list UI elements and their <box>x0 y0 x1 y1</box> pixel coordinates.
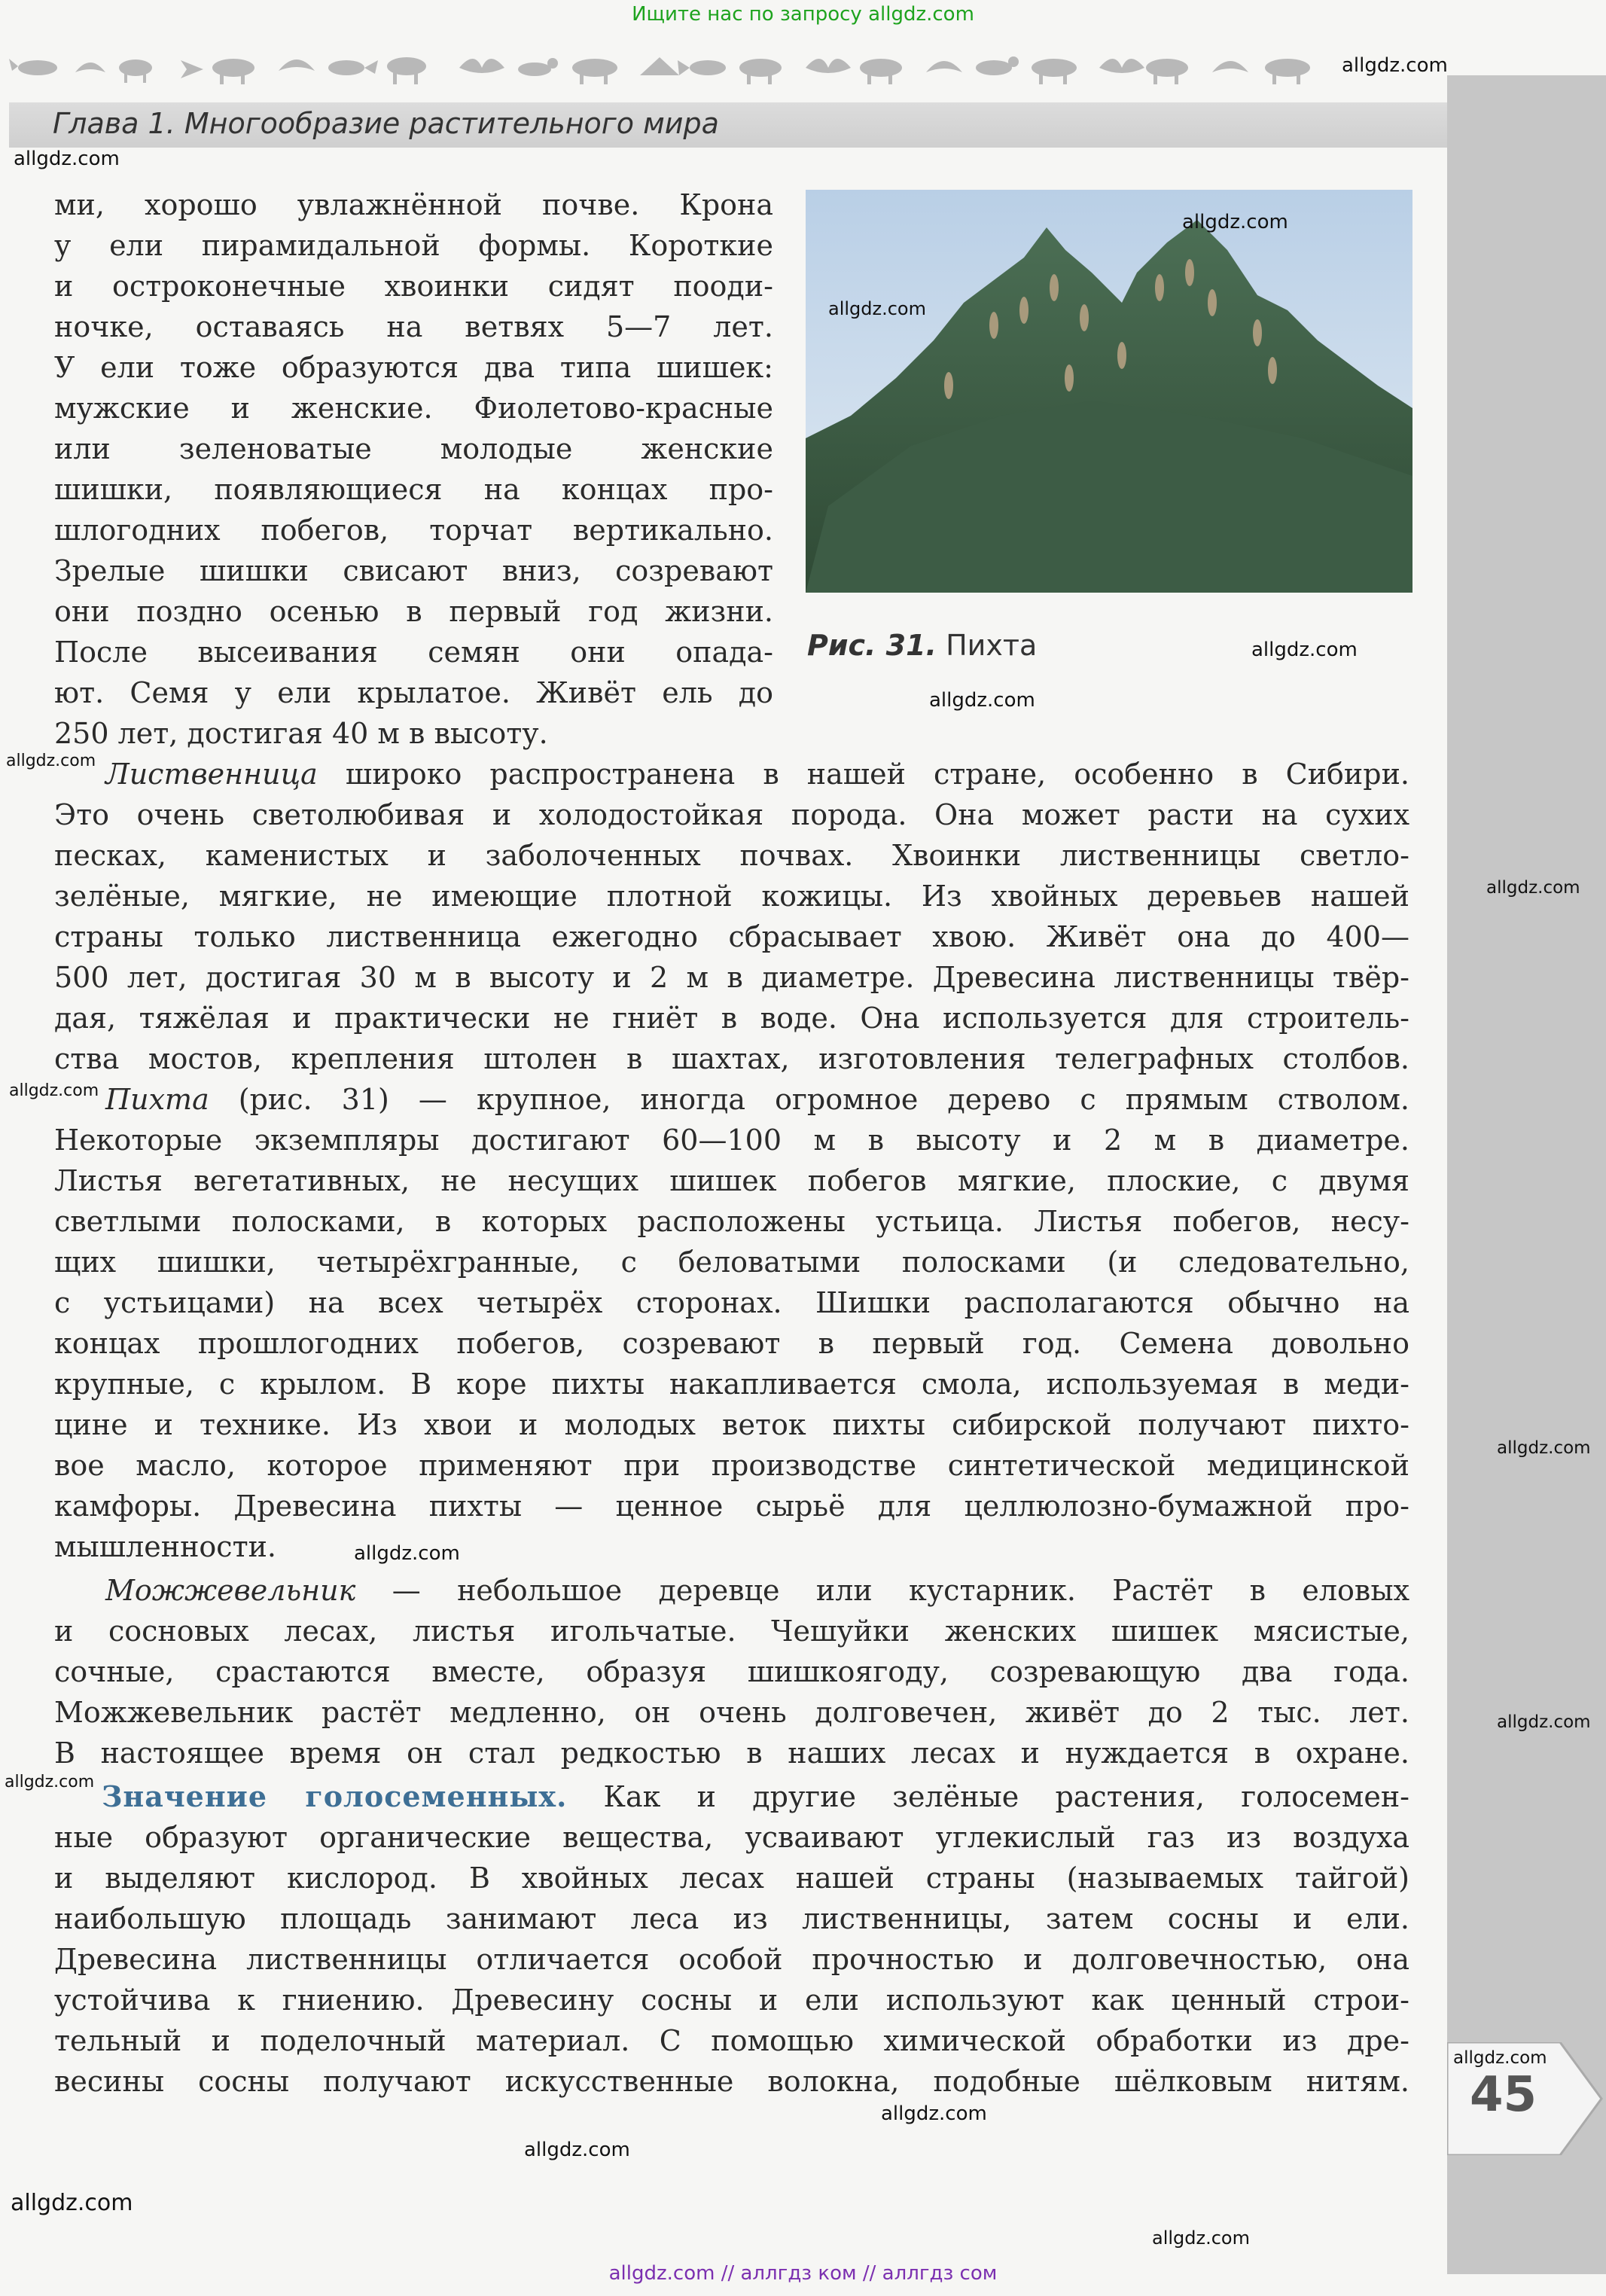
text-line: зелёные, мягкие, не имеющие плотной кожицы. Из хвойных деревьев нашей <box>54 880 1409 913</box>
text-line: светлыми полосками, в которых расположены устьица. Листья побегов, несу- <box>54 1205 1409 1238</box>
text-line: страны только лиственница ежегодно сбрасывает хвою. Живёт она до 400— <box>54 920 1409 953</box>
watermark: allgdz.com <box>1152 2227 1250 2249</box>
text-line: В настоящее время он стал редкостью в наших лесах и нуждается в охране. <box>54 1736 1409 1770</box>
watermark: allgdz.com <box>1453 2048 1547 2068</box>
page-side-stripe <box>1447 75 1606 2274</box>
text-line: Некоторые экземпляры достигают 60—100 м в высоту и 2 м в диаметре. <box>54 1124 1409 1157</box>
text-line: После высеивания семян они опада- <box>54 636 773 669</box>
term-larch: Лиственница <box>105 758 318 791</box>
text-line: Зрелые шишки свисают вниз, созревают <box>54 554 773 587</box>
watermark: allgdz.com <box>5 1773 95 1791</box>
text-line: у ели пирамидальной формы. Короткие <box>54 229 773 262</box>
text-line: ми, хорошо увлажнённой почве. Крона <box>54 188 773 221</box>
figure-caption <box>807 629 1037 662</box>
watermark: allgdz.com <box>1486 878 1580 898</box>
text-line: 250 лет, достигая 40 м в высоту. <box>54 717 548 750</box>
watermark: allgdz.com <box>1497 1712 1591 1732</box>
text-line: У ели тоже образуются два типа шишек: <box>54 351 773 384</box>
text-line: ные образуют органические вещества, усваивают углекислый газ из воздуха <box>54 1821 1409 1854</box>
text-line: крупные, с крылом. В коре пихты накапливается смола, используемая в меди- <box>54 1368 1409 1401</box>
text-line: ства мостов, крепления штолен в шахтах, изготовления телеграфных столбов. <box>54 1042 1409 1075</box>
bottom-site-links[interactable]: allgdz.com // аллгдз ком // аллгдз сом <box>608 2262 998 2285</box>
text-line: Листья вегетативных, не несущих шишек побегов мягкие, плоские, с двумя <box>54 1164 1409 1197</box>
watermark: allgdz.com <box>11 2190 133 2216</box>
text-line: дая, тяжёлая и практически не гниёт в воде. Она используется для строитель- <box>54 1002 1409 1035</box>
text-line: устойчива к гниению. Древесину сосны и ели используют как ценный строи- <box>54 1983 1409 2017</box>
text-line: и сосновых лесах, листья игольчатые. Чешуйки женских шишек мясистые, <box>54 1615 1409 1648</box>
text-line: Можжевельник растёт медленно, он очень долговечен, живёт до 2 тыс. лет. <box>54 1696 1409 1729</box>
text-line: весины сосны получают искусственные волокна, подобные шёлковым нитям. <box>54 2065 1409 2098</box>
top-search-link[interactable]: Ищите нас по запросу allgdz.com <box>632 3 974 26</box>
watermark: allgdz.com <box>1342 54 1448 77</box>
text-line: мужские и женские. Фиолетово-красные <box>54 392 773 425</box>
text-line: наибольшую площадь занимают леса из лиственницы, затем сосны и ели. <box>54 1902 1409 1935</box>
figure-title: Пихта <box>946 629 1038 662</box>
watermark: allgdz.com <box>1251 639 1358 661</box>
text-line <box>105 1083 1409 1116</box>
text-line <box>105 1574 1409 1607</box>
chapter-title: Глава 1. Многообразие растительного мира <box>53 107 719 140</box>
watermark: allgdz.com <box>524 2139 630 2161</box>
text-line: песках, каменистых и заболоченных почвах. Хвоинки лиственницы светло- <box>54 839 1409 872</box>
text-line: ют. Семя у ели крылатое. Живёт ель до <box>54 676 773 709</box>
watermark: allgdz.com <box>14 148 120 170</box>
text-line: вое масло, которое применяют при производстве синтетической медицинской <box>54 1449 1409 1482</box>
text-line: Древесина лиственницы отличается особой прочностью и долговечностью, она <box>54 1943 1409 1976</box>
text-line-rest: (рис. 31) — крупное, иногда огромное дерево с прямым стволом. <box>209 1083 1409 1116</box>
watermark: allgdz.com <box>1497 1438 1591 1458</box>
text-line: и остроконечные хвоинки сидят пооди- <box>54 270 773 303</box>
watermark: allgdz.com <box>6 752 96 770</box>
text-line: ночке, оставаясь на ветвях 5—7 лет. <box>54 310 773 343</box>
text-line: они поздно осенью в первый год жизни. <box>54 595 773 628</box>
watermark: allgdz.com <box>929 689 1035 712</box>
text-line: Это очень светолюбивая и холодостойкая порода. Она может расти на сухих <box>54 798 1409 831</box>
fir-tree-photo <box>806 190 1412 593</box>
text-line-rest: широко распространена в нашей стране, особенно в Сибири. <box>317 758 1409 791</box>
text-line-rest: — небольшое деревце или кустарник. Растёт в еловых <box>355 1574 1409 1607</box>
page-number: 45 <box>1470 2067 1537 2123</box>
text-line: и выделяют кислород. В хвойных лесах нашей страны (называемых тайгой) <box>54 1861 1409 1895</box>
term-fir: Пихта <box>105 1083 209 1116</box>
text-line-rest: Как и другие зелёные растения, голосемен- <box>567 1780 1409 1813</box>
text-line: 500 лет, достигая 30 м в высоту и 2 м в диаметре. Древесина лиственницы твёр- <box>54 961 1409 994</box>
text-line: или зеленоватые молодые женские <box>54 432 773 465</box>
text-line <box>105 758 1409 791</box>
text-line: концах прошлогодних побегов, созревают в первый год. Семена довольно <box>54 1327 1409 1360</box>
text-line: шлогодних побегов, торчат вертикально. <box>54 514 773 547</box>
watermark: allgdz.com <box>1182 211 1288 233</box>
text-line: цине и технике. Из хвои и молодых веток пихты сибирской получают пихто- <box>54 1408 1409 1441</box>
text-line: камфоры. Древесина пихты — ценное сырьё для целлюлозно-бумажной про- <box>54 1490 1409 1523</box>
watermark: allgdz.com <box>354 1542 460 1565</box>
text-line: мышленности. <box>54 1530 277 1563</box>
watermark: allgdz.com <box>828 298 926 319</box>
text-line: с устьицами) на всех четырёх сторонах. Шишки располагаются обычно на <box>54 1286 1409 1319</box>
text-line: щих шишки, четырёхгранные, с беловатыми полосками (и следовательно, <box>54 1246 1409 1279</box>
text-line <box>102 1780 1409 1813</box>
watermark: allgdz.com <box>881 2102 987 2125</box>
text-line: шишки, появляющиеся на концах про- <box>54 473 773 506</box>
figure-label: Рис. 31. <box>807 629 937 662</box>
watermark: allgdz.com <box>9 1081 99 1100</box>
term-juniper: Можжевельник <box>105 1574 356 1607</box>
section-heading: Значение голосеменных. <box>102 1779 568 1813</box>
animal-silhouettes-ornament <box>8 45 1333 87</box>
text-line: сочные, срастаются вместе, образуя шишкоягоду, созревающую два года. <box>54 1655 1409 1688</box>
text-line: тельный и поделочный материал. С помощью химической обработки из дре- <box>54 2024 1409 2057</box>
